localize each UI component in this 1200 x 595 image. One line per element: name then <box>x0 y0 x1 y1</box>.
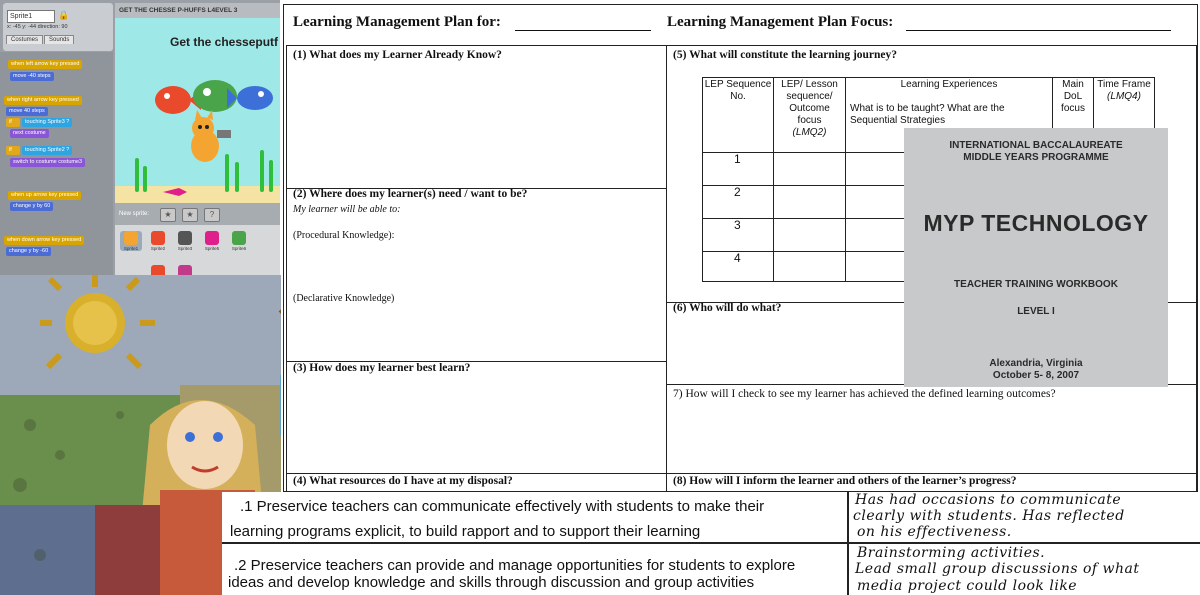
when-up-block[interactable]: when up arrow key pressed <box>8 191 81 200</box>
sprite-thumb[interactable] <box>147 231 169 251</box>
book-title: MYP TECHNOLOGY <box>923 210 1149 236</box>
header-lesson-sequence-text: LEP/ Lesson sequence/ Outcome focus <box>781 79 838 126</box>
when-down-block[interactable]: when down arrow key pressed <box>4 236 84 245</box>
sprite-label: Sprite2 <box>150 246 166 251</box>
standard-2-line-2: ideas and develop knowledge and skills through discussion and group activities <box>228 574 755 591</box>
sprite-info-panel <box>3 3 113 51</box>
tab-costumes[interactable]: Costumes <box>6 35 43 44</box>
q1-cell[interactable] <box>286 45 667 189</box>
scripts-area <box>0 52 113 300</box>
header-learning-experiences: Learning Experiences <box>900 79 998 90</box>
standard-1-line-2: learning programs explicit, to build rapport and to support their learning <box>230 523 701 540</box>
sprite-coordinates: x: -45 y: -44 direction: 90 <box>7 24 68 30</box>
next-costume-block[interactable]: next costume <box>10 129 49 138</box>
book-date: October 5- 8, 2007 <box>992 370 1080 381</box>
sprite-label: Sprite6 <box>231 246 247 251</box>
procedural-knowledge-label: (Procedural Knowledge): <box>293 230 395 241</box>
sprite-label: Sprite5 <box>204 246 220 251</box>
pink-fish-icon <box>163 186 187 198</box>
if-block[interactable]: if <box>6 146 20 155</box>
scratch-editor <box>0 0 280 300</box>
table-row[interactable] <box>773 218 846 252</box>
question-5: (5) What will constitute the learning journey? <box>673 49 898 61</box>
touching-block[interactable]: touching Sprite3 ? <box>22 118 72 127</box>
declarative-knowledge-label: (Declarative Knowledge) <box>293 293 395 304</box>
sprite-label: Sprite1 <box>123 246 139 251</box>
when-left-block[interactable]: when left arrow key pressed <box>8 60 82 69</box>
q7-number: 7) <box>673 388 686 400</box>
new-sprite-label: New sprite: <box>119 211 150 217</box>
handwritten-note-2-line-2: Lead small group discussions of what <box>855 561 1140 577</box>
handwritten-note-1-line-2: clearly with students. Has reflected <box>853 508 1125 524</box>
handwritten-note-2-line-1: Brainstorming activities. <box>857 545 1046 561</box>
move-block[interactable]: move -40 steps <box>10 72 54 81</box>
book-org-line: INTERNATIONAL BACCALAUREATE <box>949 140 1123 151</box>
q2-subtitle: My learner will be able to: <box>293 204 401 215</box>
plan-focus-label: Learning Management Plan Focus: <box>667 14 894 30</box>
sprite-thumb[interactable] <box>228 231 250 251</box>
handwritten-note-1-line-1: Has had occasions to communicate <box>855 492 1122 508</box>
touching-block[interactable]: touching Sprite2 ? <box>22 146 72 155</box>
standard-1-line-1: .1 Preservice teachers can communicate effectively with students to make their <box>240 498 765 515</box>
q7-text: How will I check to see my learner has achieved the defined learning outcomes? <box>685 388 1056 400</box>
new-sprite-bar <box>115 203 280 225</box>
sand-floor <box>115 186 280 203</box>
header-main-dol-focus: Main DoL focus <box>1061 79 1085 114</box>
stage[interactable] <box>115 18 280 203</box>
header-time-frame-ref: (LMQ4) <box>1107 91 1141 102</box>
table-row[interactable] <box>773 152 846 186</box>
row-number: 3 <box>734 218 741 232</box>
question-4: (4) What resources do I have at my disposal? <box>293 475 513 487</box>
random-sprite-icon[interactable]: ? <box>204 208 220 222</box>
tab-sounds[interactable]: Sounds <box>44 35 74 44</box>
book-subtitle: TEACHER TRAINING WORKBOOK <box>954 279 1118 290</box>
table-row[interactable] <box>773 185 846 219</box>
question-1: (1) What does my Learner Already Know? <box>293 49 502 61</box>
myp-technology-book-cover <box>904 128 1168 387</box>
sprite-name-field[interactable]: Sprite1 <box>7 10 55 23</box>
handwritten-note-2-line-3: media project could look like <box>857 578 1078 594</box>
q3-cell[interactable] <box>286 361 667 474</box>
header-learning-experiences-sub: What is to be taught? What are the Sequential Strategies <box>850 103 1005 126</box>
paint-sprite-icon[interactable]: ★ <box>160 208 176 222</box>
change-y-block[interactable]: change y by 60 <box>10 202 53 211</box>
plan-for-label: Learning Management Plan for: <box>293 14 501 30</box>
change-y-block[interactable]: change y by -60 <box>6 247 51 256</box>
row-number: 2 <box>734 185 741 199</box>
row-number: 1 <box>734 152 741 166</box>
question-8: (8) How will I inform the learner and others of the learner’s progress? <box>673 475 1017 487</box>
project-title: GET THE CHESSE P-HUFFS L4EVEL 3 <box>115 3 280 18</box>
sprite-thumb[interactable] <box>120 231 142 251</box>
sprite-tabs <box>6 35 75 44</box>
if-block[interactable]: if <box>6 118 20 127</box>
choose-sprite-icon[interactable]: ★ <box>182 208 198 222</box>
question-3: (3) How does my learner best learn? <box>293 362 471 374</box>
book-level: LEVEL I <box>1017 306 1055 317</box>
standards-evidence-strip <box>222 492 1200 595</box>
question-2: (2) Where does my learner(s) need / want to be? <box>293 188 528 200</box>
book-location: Alexandria, Virginia <box>989 358 1083 369</box>
question-6: (6) Who will do what? <box>673 302 782 314</box>
row-divider <box>222 542 1200 544</box>
standard-2-line-1: .2 Preservice teachers can provide and manage opportunities for students to explore <box>234 557 796 574</box>
book-programme-line: MIDDLE YEARS PROGRAMME <box>963 152 1109 163</box>
sprite-thumb[interactable] <box>201 231 223 251</box>
sprite-thumb[interactable] <box>174 231 196 251</box>
header-time-frame <box>1095 79 1153 103</box>
table-row[interactable] <box>773 251 846 282</box>
header-lesson-sequence <box>776 79 843 139</box>
handwritten-note-1-line-3: on his effectiveness. <box>857 524 1012 540</box>
header-lesson-sequence-ref: (LMQ2) <box>792 127 827 138</box>
fish-sprites-illustration <box>145 68 275 178</box>
switch-costume-block[interactable]: switch to costume costume3 <box>10 158 85 167</box>
lock-icon[interactable]: 🔒 <box>58 10 70 20</box>
when-right-block[interactable]: when right arrow key pressed <box>4 96 82 105</box>
move-block[interactable]: move 40 steps <box>6 107 48 116</box>
row-number: 4 <box>734 251 741 265</box>
header-time-frame-text: Time Frame <box>1097 79 1151 90</box>
plan-focus-input-line[interactable] <box>906 30 1171 31</box>
stage-text: Get the chesseputf <box>170 35 279 49</box>
sprite-label: Sprite3 <box>177 246 193 251</box>
plan-for-input-line[interactable] <box>515 30 651 31</box>
header-lep-sequence: LEP Sequence No. <box>704 79 772 102</box>
question-7 <box>673 388 1056 400</box>
